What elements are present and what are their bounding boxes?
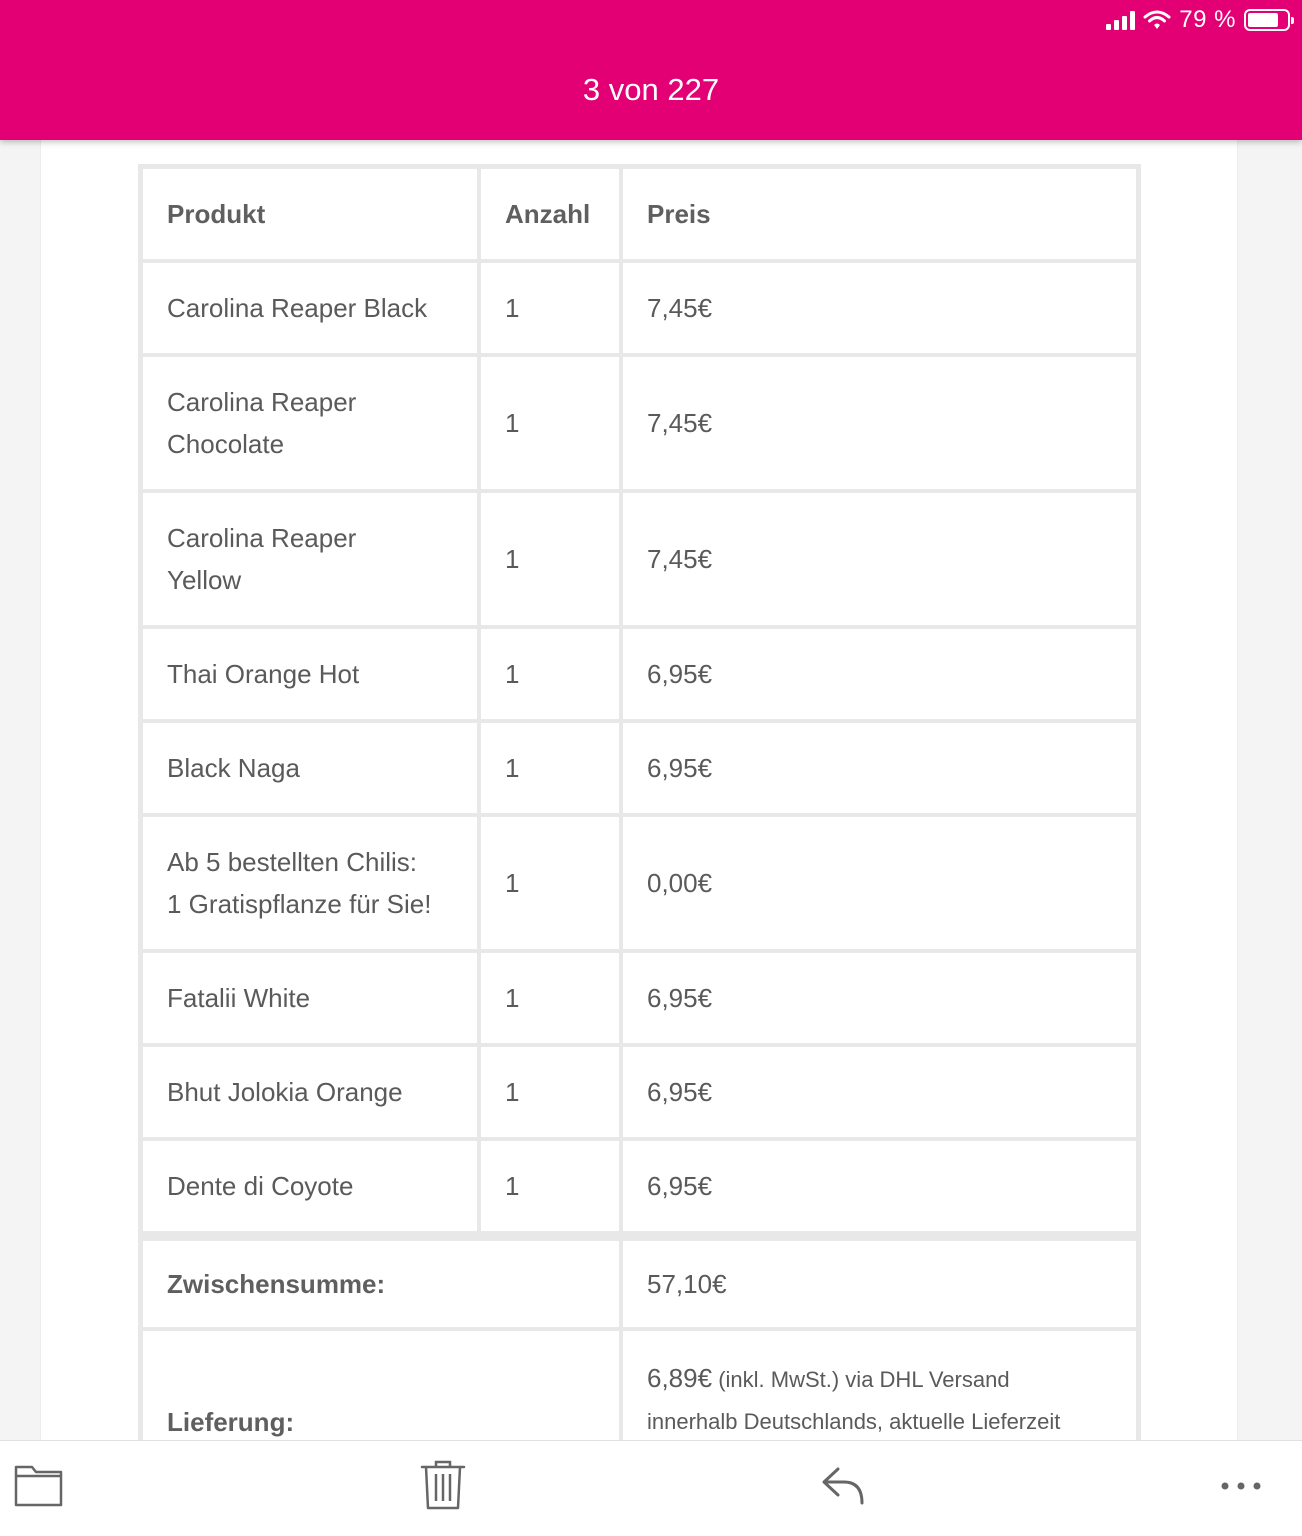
signal-icon xyxy=(1106,10,1135,30)
product-name xyxy=(141,355,479,491)
table-row xyxy=(141,721,1138,815)
product-price: 6,95€ xyxy=(621,951,1138,1045)
product-price: 7,45€ xyxy=(621,355,1138,491)
table-row xyxy=(141,491,1138,627)
table-row xyxy=(141,1045,1138,1139)
page-title: 3 von 227 xyxy=(582,72,720,107)
app-header xyxy=(0,0,1302,140)
product-price: 7,45€ xyxy=(621,491,1138,627)
product-name-line1: Carolina Reaper xyxy=(167,523,357,553)
shipping-note-line2: innerhalb Deutschlands, aktuelle Lieferzeit xyxy=(647,1409,1061,1434)
column-header-quantity: Anzahl xyxy=(479,167,621,261)
product-name-line2: Yellow xyxy=(167,565,242,595)
table-header-row xyxy=(141,167,1138,261)
product-name: Thai Orange Hot xyxy=(141,627,479,721)
product-name: Carolina Reaper Black xyxy=(141,261,479,355)
bottom-toolbar xyxy=(0,1440,1302,1536)
reply-icon[interactable] xyxy=(822,1467,866,1505)
product-price: 6,95€ xyxy=(621,1045,1138,1139)
product-quantity: 1 xyxy=(479,721,621,815)
shipping-price: 6,89€ xyxy=(647,1363,713,1393)
product-quantity: 1 xyxy=(479,815,621,951)
trash-icon[interactable] xyxy=(420,1459,466,1511)
subtotal-row xyxy=(141,1233,1138,1329)
shipping-row xyxy=(141,1329,1138,1440)
product-quantity: 1 xyxy=(479,1139,621,1233)
order-table xyxy=(138,164,1141,1440)
table-row xyxy=(141,627,1138,721)
battery-percentage: 79 % xyxy=(1179,6,1236,33)
product-quantity: 1 xyxy=(479,261,621,355)
wifi-icon xyxy=(1143,9,1171,31)
product-price: 6,95€ xyxy=(621,721,1138,815)
product-quantity: 1 xyxy=(479,627,621,721)
product-name-line1: Ab 5 bestellten Chilis: xyxy=(167,847,418,877)
product-name-line1: Carolina Reaper xyxy=(167,387,357,417)
product-name: Dente di Coyote xyxy=(141,1139,479,1233)
shipping-note: (inkl. MwSt.) via DHL Versand xyxy=(712,1367,1010,1392)
product-quantity: 1 xyxy=(479,491,621,627)
subtotal-label: Zwischensumme: xyxy=(141,1233,621,1329)
subtotal-value: 57,10€ xyxy=(621,1233,1138,1329)
status-bar xyxy=(1106,6,1290,34)
folder-icon[interactable] xyxy=(14,1463,64,1507)
email-body[interactable] xyxy=(40,140,1238,1440)
product-name: Bhut Jolokia Orange xyxy=(141,1045,479,1139)
product-quantity: 1 xyxy=(479,1045,621,1139)
table-row xyxy=(141,815,1138,951)
product-price: 6,95€ xyxy=(621,627,1138,721)
shipping-label: Lieferung: xyxy=(141,1329,621,1440)
product-name xyxy=(141,815,479,951)
margin-left xyxy=(0,140,40,1440)
column-header-product: Produkt xyxy=(141,167,479,261)
product-name: Fatalii White xyxy=(141,951,479,1045)
product-name-line2: 1 Gratispflanze für Sie! xyxy=(167,889,432,919)
table-row xyxy=(141,951,1138,1045)
product-quantity: 1 xyxy=(479,951,621,1045)
table-row xyxy=(141,1139,1138,1233)
product-price: 6,95€ xyxy=(621,1139,1138,1233)
product-price: 0,00€ xyxy=(621,815,1138,951)
product-name-line2: Chocolate xyxy=(167,429,285,459)
product-price: 7,45€ xyxy=(621,261,1138,355)
column-header-price: Preis xyxy=(621,167,1138,261)
product-quantity: 1 xyxy=(479,355,621,491)
product-name: Black Naga xyxy=(141,721,479,815)
product-name xyxy=(141,491,479,627)
table-row xyxy=(141,261,1138,355)
shipping-value xyxy=(621,1329,1138,1440)
margin-right xyxy=(1238,140,1302,1440)
battery-icon xyxy=(1244,9,1290,31)
table-row xyxy=(141,355,1138,491)
more-icon[interactable] xyxy=(1220,1481,1264,1491)
